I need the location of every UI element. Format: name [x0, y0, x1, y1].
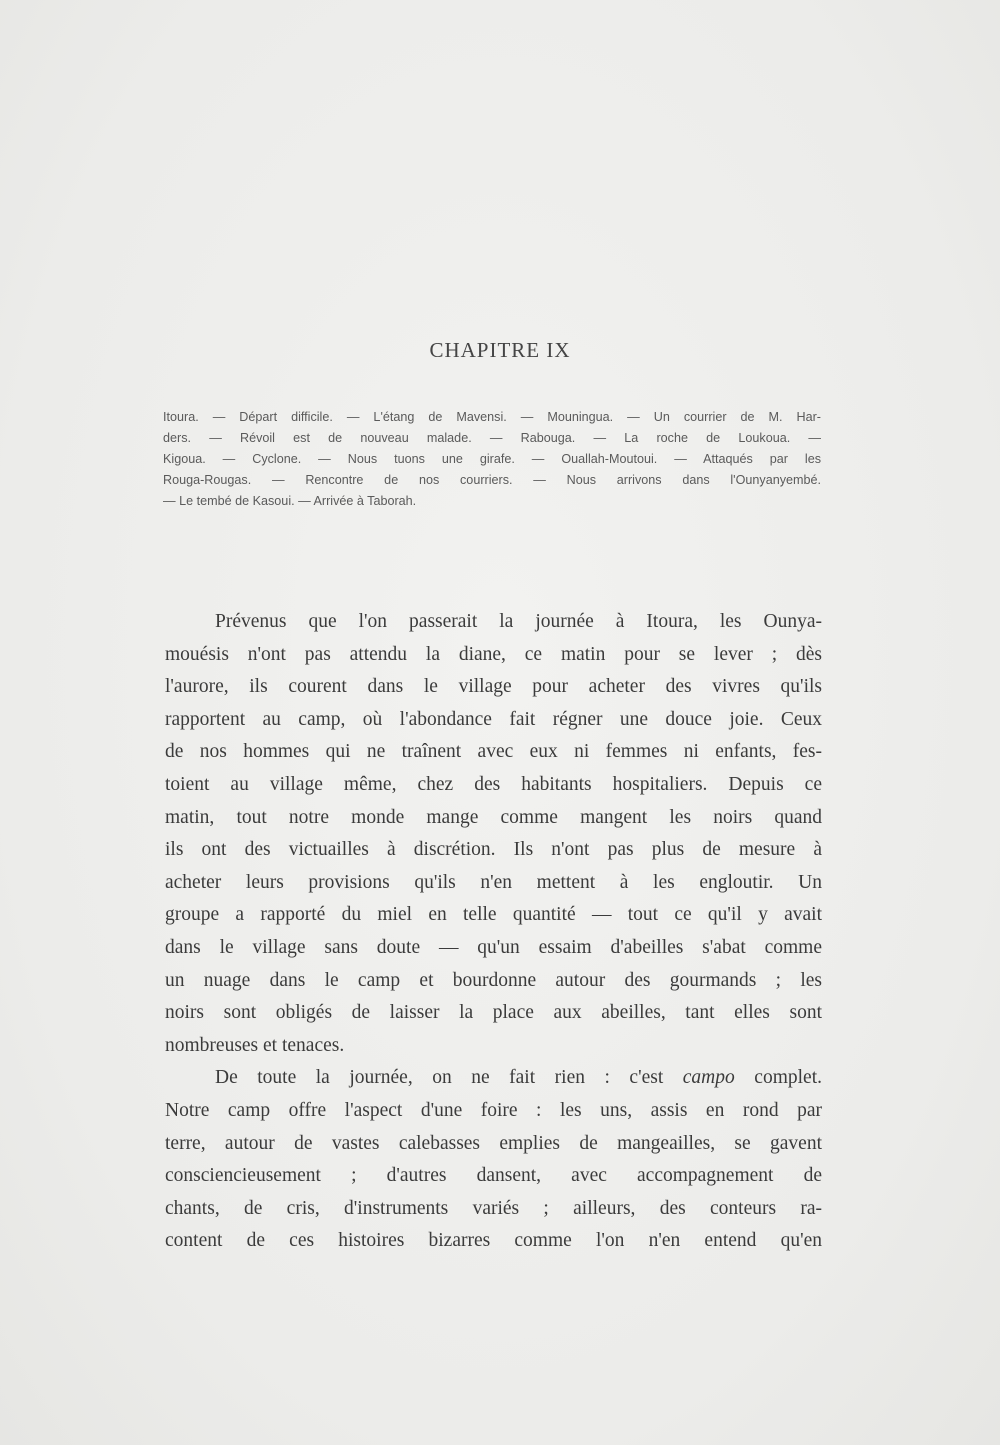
- paragraph-line: Prévenus que l'on passerait la journée à Itoura, les Ounya-: [215, 611, 822, 632]
- paragraph-line: matin, tout notre monde mange comme mangent les noirs quand: [165, 806, 822, 828]
- summary-line: Kigoua. — Cyclone. — Nous tuons une girafe. — Ouallah-Moutoui. — Attaqués par les: [163, 452, 821, 466]
- paragraph-line: De toute la journée, on ne fait rien : c'est campo complet.: [215, 1067, 822, 1089]
- paragraph-line: un nuage dans le camp et bourdonne autour des gourmands ; les: [165, 969, 822, 991]
- paragraph-line: nombreuses et tenaces.: [165, 1034, 345, 1056]
- paragraph-line: toient au village même, chez des habitants hospitaliers. Depuis ce: [165, 773, 822, 795]
- paragraph-line: mouésis n'ont pas attendu la diane, ce matin pour se lever ; dès: [165, 643, 822, 665]
- paragraph-line: Notre camp offre l'aspect d'une foire : les uns, assis en rond par: [165, 1099, 822, 1121]
- paragraph-line: ils ont des victuailles à discrétion. Ils n'ont pas plus de mesure à: [165, 839, 822, 861]
- paragraph-line: content de ces histoires bizarres comme l'on n'en entend qu'en: [165, 1230, 822, 1252]
- summary-line: ders. — Révoil est de nouveau malade. — Rabouga. — La roche de Loukoua. —: [163, 431, 821, 445]
- paragraph-line: de nos hommes qui ne traînent avec eux ni femmes ni enfants, fes-: [165, 741, 822, 763]
- chapter-summary: [163, 407, 821, 512]
- paragraph-line: chants, de cris, d'instruments variés ; ailleurs, des conteurs ra-: [165, 1197, 822, 1219]
- summary-line: — Le tembé de Kasoui. — Arrivée à Taborah.: [163, 494, 417, 508]
- italic-word: campo: [682, 1067, 735, 1089]
- paragraph-line: groupe a rapporté du miel en telle quantité — tout ce qu'il y avait: [165, 904, 822, 926]
- chapter-title: CHAPITRE IX: [429, 338, 571, 362]
- paragraph-line: noirs sont obligés de laisser la place aux abeilles, tant elles sont: [165, 1002, 822, 1024]
- paragraph-line: rapportent au camp, où l'abondance fait régner une douce joie. Ceux: [165, 708, 822, 730]
- paragraph-line: consciencieusement ; d'autres dansent, avec accompagnement de: [165, 1165, 822, 1187]
- body-text: [165, 606, 822, 1258]
- paragraph-line: terre, autour de vastes calebasses emplies de mangeailles, se gavent: [165, 1132, 822, 1154]
- paragraph-line: l'aurore, ils courent dans le village pour acheter des vivres qu'ils: [165, 676, 822, 698]
- paragraph-line: dans le village sans doute — qu'un essaim d'abeilles s'abat comme: [165, 936, 822, 958]
- summary-line: Rouga-Rougas. — Rencontre de nos courriers. — Nous arrivons dans l'Ounyanyembé.: [163, 473, 821, 487]
- paragraph-line: acheter leurs provisions qu'ils n'en mettent à les engloutir. Un: [165, 871, 822, 893]
- summary-line: Itoura. — Départ difficile. — L'étang de Mavensi. — Mouningua. — Un courrier de M. Har-: [163, 410, 821, 424]
